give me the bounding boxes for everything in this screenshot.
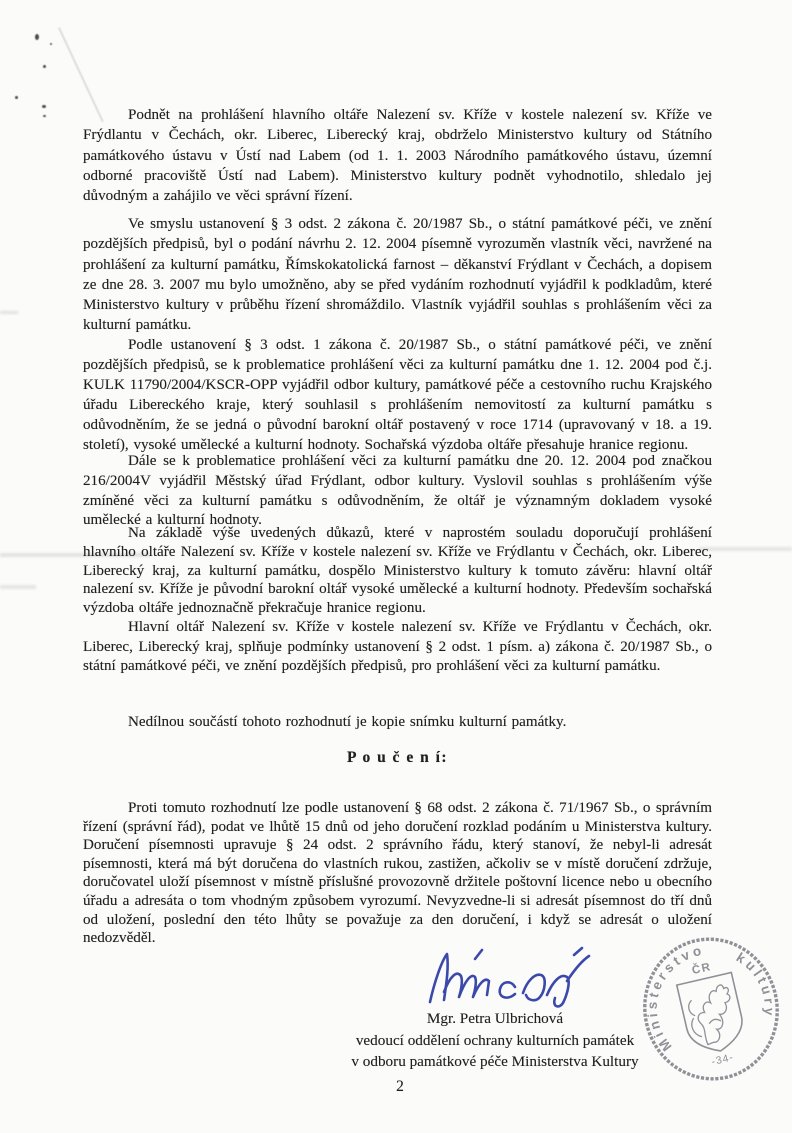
scan-speck [15, 96, 18, 99]
paragraph-attachment-note: Nedílnou součástí tohoto rozhodnutí je kopie snímku kulturní památky. [128, 714, 567, 731]
page-number: 2 [396, 1078, 404, 1095]
signatory-title-line1: vedoucí oddělení ochrany kulturních památek [355, 1031, 635, 1049]
paragraph-conclusion: Na základě výše uvedených důkazů, které v naprostém souladu doporučují prohlášení hlavního oltáře Nalezení sv. Kříže v kostele nalezení sv. Kříže ve Frýdlantu v Čechách, okr. Liberec, Liberecký kraj, za kulturní památku, dospělo Ministerstvo kultury k tomuto závěru: hlavní oltář nalezení sv. Kříže je původní barokní oltář vysoké umělecké a kulturní hodnoty. Především sochařská výzdoba oltáře jednoznačně překračuje hranice regionu. [83, 525, 712, 617]
stamp-ring-text-right: kultury [733, 949, 778, 1020]
svg-text:kultury [731, 945, 781, 1026]
paragraph-legal-conditions: Hlavní oltář Nalezení sv. Kříže v kostele nalezení sv. Kříže ve Frýdlantu v Čechách, okr. Liberec, Liberecký kraj, splňuje podmínky ustanovení § 2 odst. 1 písm. a) zákona č. 20/1987 Sb., o státní památkové péči, ve znění pozdějších předpisů, pro prohlášení věci za kulturní památku. [83, 618, 712, 675]
ministry-stamp [636, 931, 786, 1089]
paragraph-owner-notification: Ve smyslu ustanovení § 3 odst. 2 zákona č. 20/1987 Sb., o státní památkové péči, ve znění pozdějších předpisů, byl o podání návrhu 2. 12. 2004 písemně vyrozuměn vlastník věci, navržené na prohlášení za kulturní památku, Římskokatolická farnost – děkanství Frýdlant v Čechách, a dopisem ze dne 28. 3. 2007 mu bylo umožněno, aby se před vydáním rozhodnutí vyjádřil k podkladům, které Ministerstvo kultury v průběhu řízení shromáždilo. Vlastník vyjádřil souhlas s prohlášením věci za kulturní památku. [83, 216, 712, 334]
signatory-title-line2: v odboru památkové péče Ministerstva Kultury [351, 1053, 639, 1070]
scan-streak [700, 547, 792, 551]
paragraph-regional-authority: Podle ustanovení § 3 odst. 1 zákona č. 20/1987 Sb., o státní památkové péči, ve znění pozdějších předpisů, se k problematice prohlášení věci za kulturní památku dne 1. 12. 2004 pod č.j. KULK 11790/2004/KSCR-OPP vyjádřil odbor kultury, památkové péče a cestovního ruchu Krajského úřadu Libereckého kraje, který souhlasil s prohlášením nemovitostí za kulturní památku s odůvodněním, že se jedná o původní barokní oltář postavený v roce 1714 (upravovaný v 18. a 19. století), vysoké umělecké a kulturní hodnoty. Sochařská výzdoba oltáře přesahuje hranice regionu. [83, 337, 712, 454]
paragraph-appeal-notice: Proti tomuto rozhodnutí lze podle ustanovení § 68 odst. 2 zákona č. 71/1967 Sb., o správním řízení (správní řád), podat ve lhůtě 15 dnů od jeho doručení rozklad podáním u Ministerstva kultury. Doručení písemnosti upravuje § 24 odst. 2 správního řádu, který stanoví, že nebyl-li adresát písemnosti, která má být doručena do vlastních rukou, zastižen, ačkoliv se v místě doručení zdržuje, doručovatel uloží písemnost v místně příslušné provozovně držitele poštovní licence nebo u obecního úřadu a adresáta o tom vhodným způsobem vyrozumí. Nevyzvedne-li si adresát písemnost do tří dnů od uložení, poslední den této lhůty se považuje za den doručení, i když se adresát o uložení nedozvěděl. [83, 800, 712, 947]
scan-speck [42, 105, 46, 108]
notice-heading: P o u č e n í: [346, 749, 449, 766]
stamp-ring-text-left: Ministerstvo [644, 942, 706, 1055]
scan-speck [43, 65, 46, 68]
stamp-cr-label: ČR [690, 960, 713, 978]
paragraph-town-authority: Dále se k problematice prohlášení věci za kulturní památku dne 20. 12. 2004 pod značkou 216/2004V vyjádřil Městský úřad Frýdlant, odbor kultury. Vyslovil souhlas s prohlášením výše zmíněné věci za kulturní památku s odůvodněním, že oltář je významným dokladem vysoké umělecké a kulturní hodnoty. [83, 453, 712, 529]
scan-streak [0, 585, 36, 589]
handwritten-signature [420, 946, 630, 1010]
scan-speck [35, 34, 39, 40]
stamp-number: -34- [710, 1051, 736, 1069]
signatory-name: Mgr. Petra Ulbrichová [426, 1010, 564, 1027]
paragraph-initiative: Podnět na prohlášení hlavního oltáře Nalezení sv. Kříže v kostele nalezení sv. Kříže ve Frýdlantu v Čechách, okr. Liberec, Liberecký kraj, obdrželo Ministerstvo kultury od Státního památkového ústavu v Ústí nad Labem (od 1. 1. 2003 Národního památkového ústavu, územní odborné pracoviště Ústí nad Labem). Ministerstvo kultury podnět vyhodnotilo, shledalo jej důvodným a zahájilo ve věci správní řízení. [83, 107, 712, 204]
scan-speck [43, 115, 46, 117]
conclusion-paragraphs [83, 524, 712, 677]
stamp-coat-of-arms [677, 972, 748, 1057]
scan-streak [0, 311, 18, 314]
signature-block [300, 1008, 690, 1073]
scan-speck [50, 43, 52, 45]
